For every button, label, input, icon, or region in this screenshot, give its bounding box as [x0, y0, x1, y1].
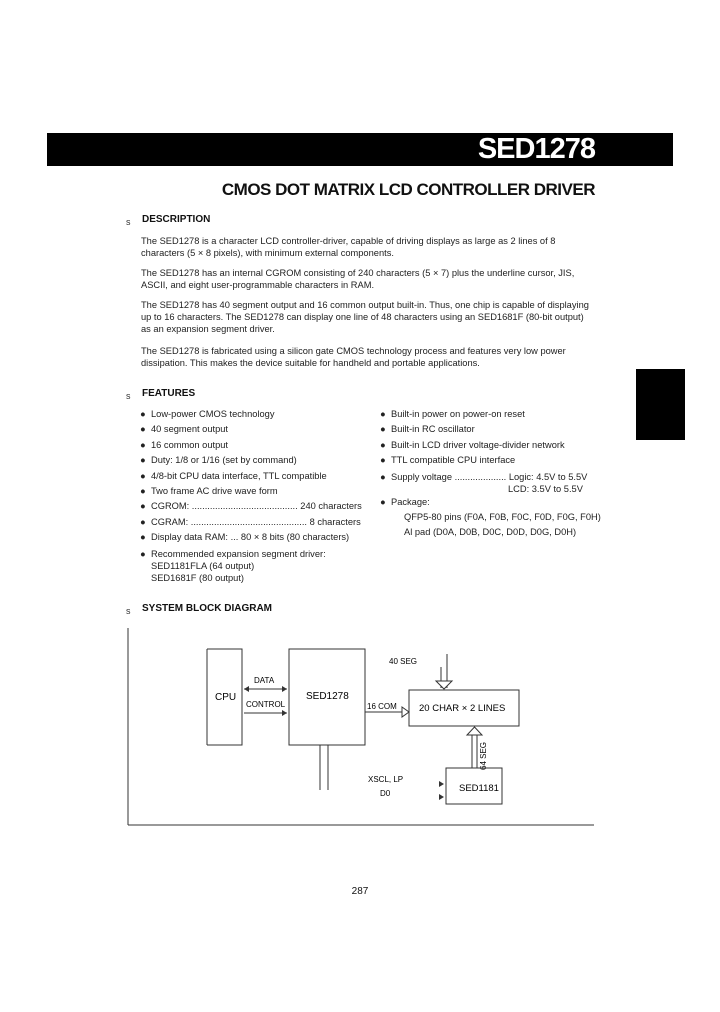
text-line: ASCII, and eight user-programmable characters in RAM.	[141, 280, 375, 290]
bullet-dot: ●	[140, 439, 146, 450]
data-label: DATA	[254, 676, 275, 685]
text-line: dissipation. This makes the device suitable for handheld and portable applications.	[141, 358, 480, 368]
text-line: up to 16 characters. The SED1278 can display one line of 48 characters using an SED1681F (80-bit output)	[141, 312, 584, 322]
bullet-dot: ●	[140, 486, 146, 497]
bullet-dot: ●	[380, 424, 386, 435]
bullet-dot: ●	[140, 424, 146, 435]
feature-text: Built-in LCD driver voltage-divider network	[391, 439, 565, 450]
feature-text-continued: LCD: 3.5V to 5.5V	[508, 483, 583, 494]
data-arrow-left-icon	[244, 686, 249, 692]
d0-label: D0	[380, 789, 391, 798]
feature-text: 16 common output	[151, 439, 229, 450]
feature-text: Supply voltage .................... Logic: 4.5V to 5.5V	[391, 471, 588, 482]
seg64-arrow-icon	[467, 727, 482, 735]
feature-text: 40 segment output	[151, 424, 229, 435]
bullet-dot: ●	[140, 455, 146, 466]
section-bullet: s	[126, 217, 131, 227]
bullet-dot: ●	[380, 496, 386, 507]
seg64-label: 64 SEG	[479, 741, 488, 770]
bullet-dot: ●	[380, 455, 386, 466]
feature-text-continued: SED1681F (80 output)	[151, 572, 245, 583]
feature-text: Low-power CMOS technology	[151, 409, 275, 419]
feature-text-continued: QFP5-80 pins (F0A, F0B, F0C, F0D, F0G, F0H)	[404, 512, 601, 523]
xscl-label: XSCL, LP	[368, 775, 404, 784]
feature-text-continued: Al pad (D0A, D0B, D0C, D0D, D0G, D0H)	[404, 527, 577, 538]
bullet-dot: ●	[140, 470, 146, 481]
bullet-dot: ●	[140, 409, 146, 419]
page-number: 287	[351, 886, 369, 897]
feature-text: Built-in power on power-on reset	[391, 409, 525, 419]
control-label: CONTROL	[246, 700, 286, 709]
document-title: CMOS DOT MATRIX LCD CONTROLLER DRIVER	[221, 180, 595, 199]
feature-text: Built-in RC oscillator	[391, 424, 475, 435]
feature-text: Duty: 1/8 or 1/16 (set by command)	[151, 455, 297, 466]
text-line: The SED1278 is a character LCD controller-driver, capable of driving displays as large as 2 lines of 8	[141, 236, 556, 246]
feature-text: Two frame AC drive wave form	[151, 486, 278, 497]
sed1278-label: SED1278	[306, 691, 349, 702]
feature-text: CGROM: ......................................... 240 characters	[151, 501, 362, 512]
text-line: The SED1278 is fabricated using a silicon gate CMOS technology process and features very low power	[141, 346, 566, 356]
feature-text: Package:	[391, 496, 430, 507]
xscl-arrow-icon	[439, 781, 444, 787]
data-arrow-right-icon	[282, 686, 287, 692]
bullet-dot: ●	[140, 501, 146, 512]
com16-arrow-icon	[402, 707, 409, 717]
text-line: characters (5 × 8 pixels), with minimum external components.	[141, 248, 394, 258]
control-arrow-icon	[282, 710, 287, 716]
block-diagram-heading: SYSTEM BLOCK DIAGRAM	[142, 603, 272, 614]
feature-text: CGRAM: ............................................. 8 characters	[151, 516, 361, 527]
description-heading: DESCRIPTION	[142, 214, 211, 225]
seg40-label: 40 SEG	[389, 657, 418, 666]
bullet-dot: ●	[380, 409, 386, 419]
sed1181-label: SED1181	[459, 783, 499, 794]
section-bullet: s	[126, 391, 131, 401]
text-line: as an expansion segment driver.	[141, 324, 275, 334]
com16-label: 16 COM	[367, 702, 397, 711]
lcd-label: 20 CHAR × 2 LINES	[419, 703, 506, 714]
bullet-dot: ●	[140, 532, 146, 543]
d0-arrow-icon	[439, 794, 444, 800]
bullet-dot: ●	[380, 471, 386, 482]
bullet-dot: ●	[140, 516, 146, 527]
feature-text: Display data RAM: ... 80 × 8 bits (80 characters)	[151, 532, 350, 543]
feature-text: Recommended expansion segment driver:	[151, 548, 326, 559]
features-heading: FEATURES	[142, 388, 196, 399]
feature-text: 4/8-bit CPU data interface, TTL compatible	[151, 470, 327, 481]
text-line: The SED1278 has 40 segment output and 16 common output built-in. Thus, one chip is capable of displaying	[141, 300, 589, 310]
feature-text: TTL compatible CPU interface	[391, 455, 516, 466]
seg40-arrow-icon	[436, 681, 452, 689]
text-line: The SED1278 has an internal CGROM consisting of 240 characters (5 × 7) plus the underline cursor, JIS,	[141, 268, 575, 278]
part-number: SED1278	[477, 133, 595, 165]
bullet-dot: ●	[140, 548, 146, 559]
bullet-dot: ●	[380, 439, 386, 450]
cpu-label: CPU	[215, 692, 237, 703]
section-bullet: s	[126, 606, 131, 616]
feature-text-continued: SED1181FLA (64 output)	[151, 560, 255, 571]
